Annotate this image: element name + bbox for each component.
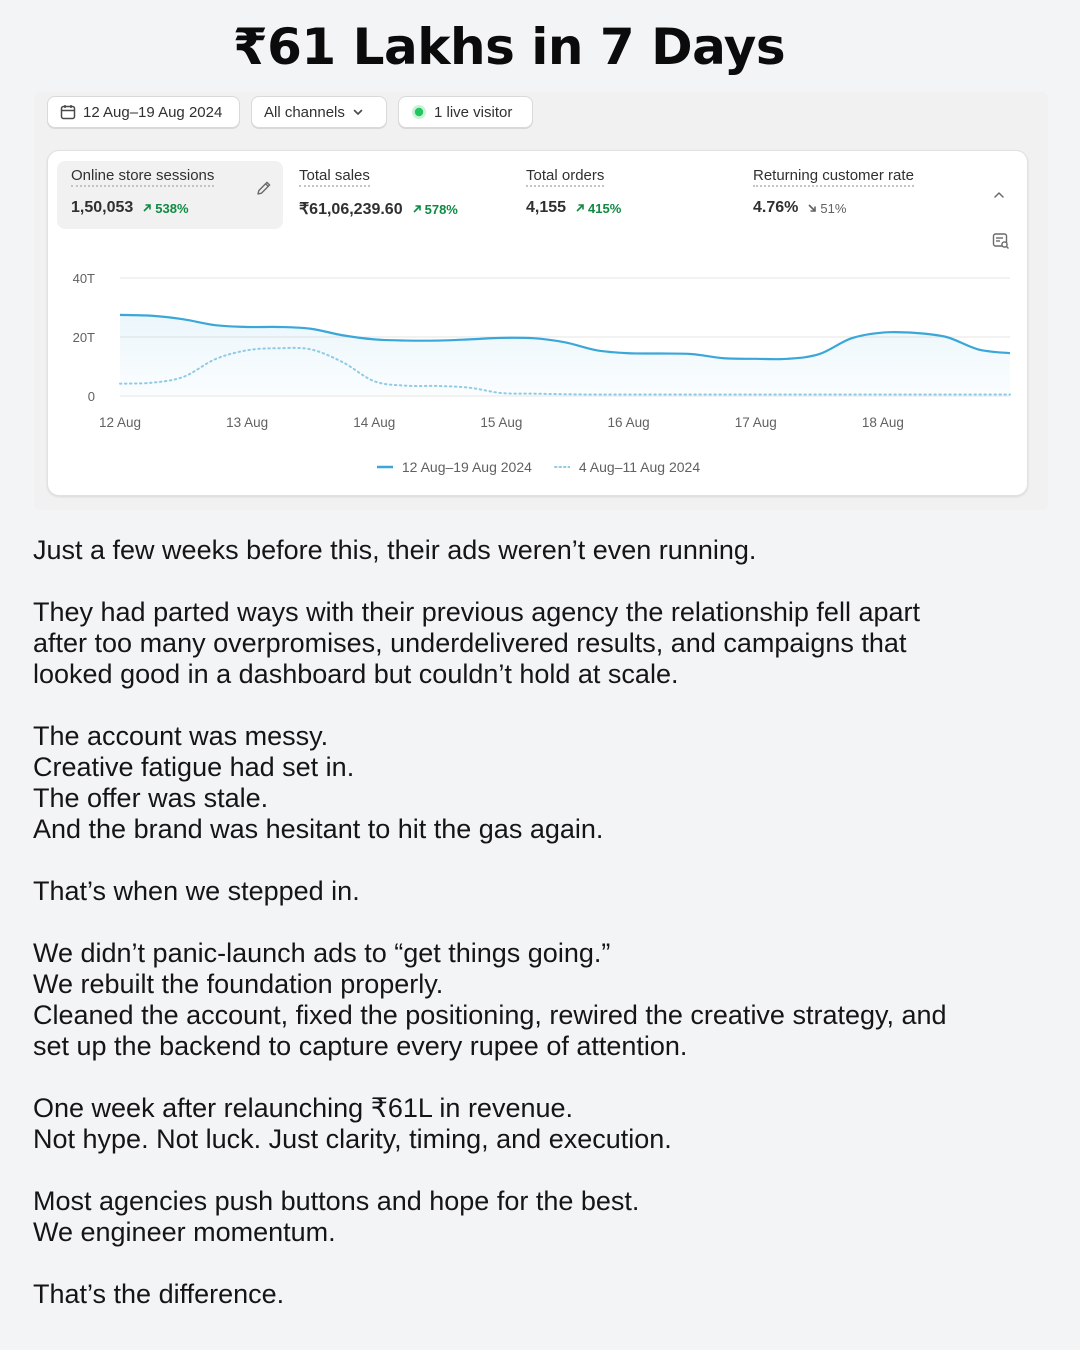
legend-item-current[interactable] (377, 459, 532, 475)
body-line: The offer was stale. (33, 783, 269, 813)
metric-label: Total sales (299, 167, 370, 187)
metric-change-value: 415% (588, 200, 622, 216)
calendar-icon (60, 104, 76, 120)
body-line: That’s when we stepped in. (33, 876, 360, 906)
body-line: We didn’t panic-launch ads to “get things going.” (33, 938, 611, 968)
body-paragraph (33, 1093, 1043, 1155)
x-tick-label: 12 Aug (98, 415, 142, 430)
body-paragraph (33, 938, 1043, 1062)
body-paragraph (33, 1279, 1043, 1310)
y-tick-label: 40T (72, 271, 95, 286)
body-line: Not hype. Not luck. Just clarity, timing, and execution. (33, 1124, 672, 1154)
body-paragraph (33, 535, 1043, 566)
metrics-card (47, 150, 1028, 496)
x-tick-label: 14 Aug (353, 415, 396, 430)
y-tick-label: 0 (87, 389, 95, 404)
y-tick-label: 20T (72, 330, 95, 345)
metric-value: ₹61,06,239.60 (299, 201, 403, 218)
metric-change-value: 51% (820, 200, 847, 216)
date-range-label: 12 Aug–19 Aug 2024 (83, 103, 223, 121)
body-paragraph (33, 876, 1043, 907)
metric-label: Total orders (526, 167, 604, 187)
body-line: Just a few weeks before this, their ads weren’t even running. (33, 535, 757, 565)
metric-label: Online store sessions (71, 167, 214, 187)
body-paragraph (33, 597, 1043, 690)
post-body-text (33, 535, 1043, 1341)
body-line: Cleaned the account, fixed the positioning, rewired the creative strategy, and (33, 1000, 947, 1030)
body-paragraph (33, 1186, 1043, 1248)
channels-label: All channels (264, 103, 345, 121)
metric-value: 4,155 (526, 199, 567, 216)
body-line: The account was messy. (33, 721, 329, 751)
body-line: Creative fatigue had set in. (33, 752, 355, 782)
body-line: One week after relaunching ₹61L in revenue. (33, 1093, 574, 1123)
metric-change-value: 538% (155, 200, 189, 216)
chart-legend (48, 459, 1029, 475)
body-line: That’s the difference. (33, 1279, 285, 1309)
body-line: looked good in a dashboard but couldn’t hold at scale. (33, 659, 679, 689)
body-line: They had parted ways with their previous agency the relationship fell apart (33, 597, 920, 627)
sessions-line-chart (48, 151, 1029, 451)
body-line: We rebuilt the foundation properly. (33, 969, 444, 999)
metric-label: Returning customer rate (753, 167, 914, 187)
body-line: set up the backend to capture every rupee of attention. (33, 1031, 688, 1061)
live-status-dot-icon (411, 104, 427, 120)
x-tick-label: 18 Aug (861, 415, 904, 430)
body-line: We engineer momentum. (33, 1217, 336, 1247)
page-headline: ₹61 Lakhs in 7 Days (232, 18, 786, 76)
x-tick-label: 17 Aug (734, 415, 777, 430)
metric-value: 4.76% (753, 199, 799, 216)
body-line: And the brand was hesitant to hit the gas again. (33, 814, 604, 844)
live-visitor-label: 1 live visitor (434, 103, 513, 121)
x-tick-label: 15 Aug (480, 415, 523, 430)
chevron-down-icon (352, 106, 364, 118)
body-line: after too many overpromises, underdelivered results, and campaigns that (33, 628, 907, 658)
x-tick-label: 16 Aug (607, 415, 650, 430)
legend-item-previous[interactable] (554, 459, 700, 475)
metric-change-value: 578% (424, 201, 458, 217)
legend-label: 12 Aug–19 Aug 2024 (401, 459, 532, 475)
legend-label: 4 Aug–11 Aug 2024 (578, 459, 701, 475)
solid-line-swatch (377, 465, 393, 469)
body-line: Most agencies push buttons and hope for the best. (33, 1186, 640, 1216)
metric-value: 1,50,053 (71, 199, 134, 216)
body-paragraph (33, 721, 1043, 845)
channels-dropdown[interactable] (251, 96, 387, 128)
live-visitor-button[interactable] (398, 96, 533, 128)
dotted-line-swatch (554, 465, 570, 469)
x-tick-label: 13 Aug (226, 415, 269, 430)
date-range-picker[interactable] (47, 96, 240, 128)
